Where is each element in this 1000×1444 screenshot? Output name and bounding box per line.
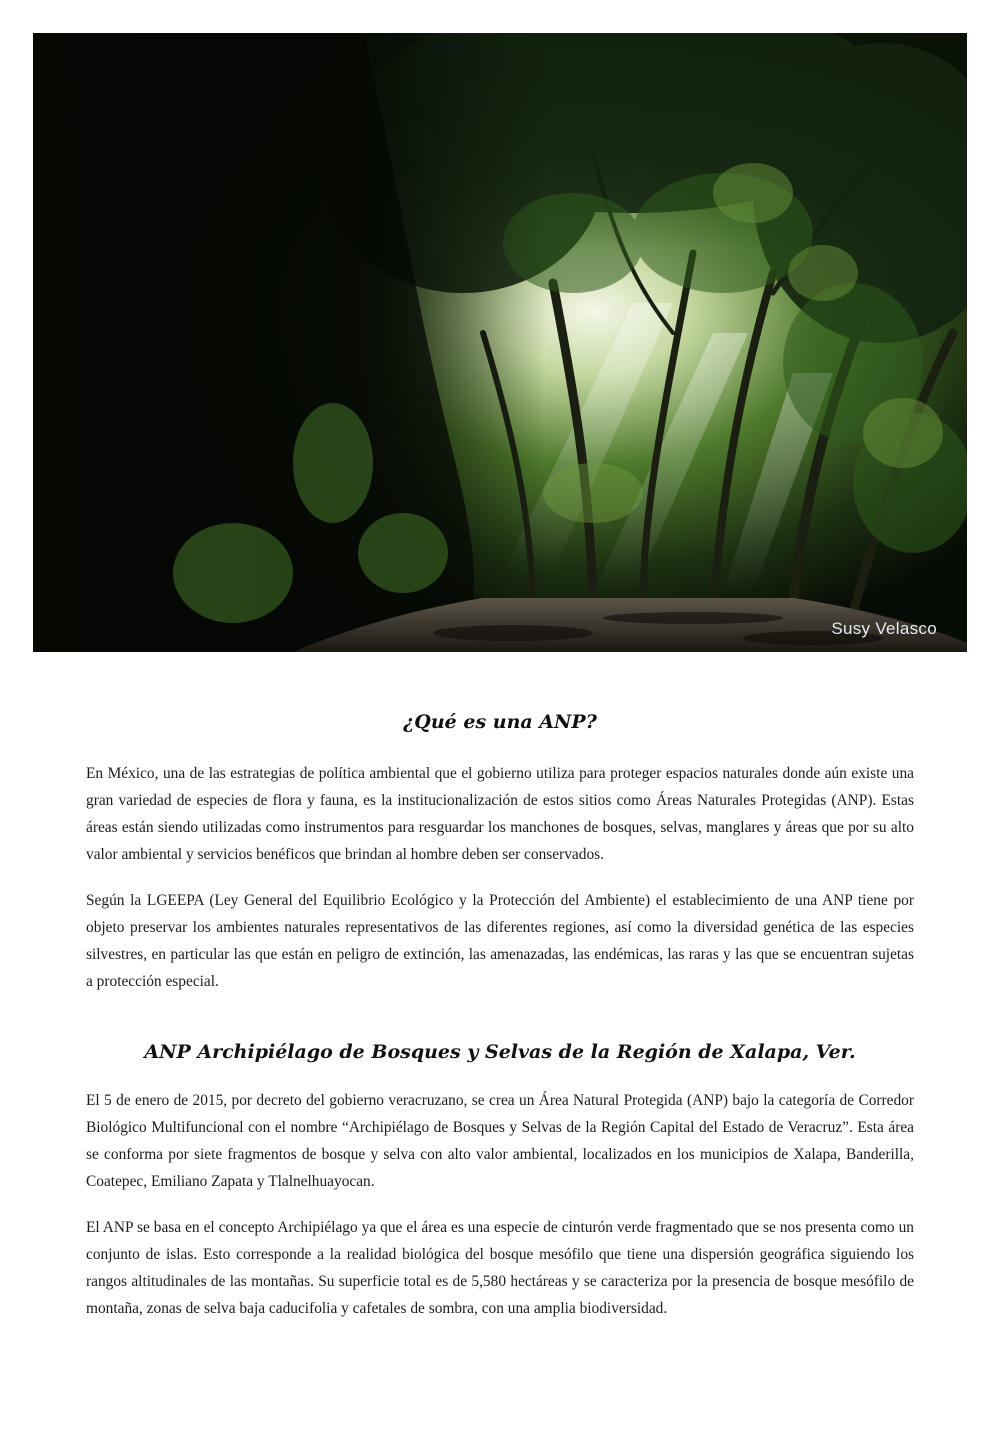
forest-path-illustration	[33, 33, 967, 652]
section-title-que-es-anp: ¿Qué es una ANP?	[403, 711, 597, 733]
forest-photo	[33, 33, 967, 652]
section-title-archipielago: ANP Archipiélago de Bosques y Selvas de la Región de Xalapa, Ver.	[144, 1041, 856, 1063]
paragraph-archipielago-concepto: El ANP se basa en el concepto Archipiélago ya que el área es una especie de cinturón verde fragmentado que se nos presenta como un conjunto de islas. Esto corresponde a la realidad biológica del bosque mesófilo que tiene una dispersión geográfica siguiendo los rangos altitudinales de las montañas. Su superficie total es de 5,580 hectáreas y se caracteriza por la presencia de bosque mesófilo de montaña, zonas de selva baja caducifolia y cafetales de sombra, con una amplia biodiversidad.	[86, 1219, 914, 1317]
photo-credit: Susy Velasco	[831, 619, 937, 638]
paragraph-decreto: El 5 de enero de 2015, por decreto del gobierno veracruzano, se crea un Área Natural Protegida (ANP) bajo la categoría de Corredor Biológico Multifuncional con el nombre “Archipiélago de Bosques y Selvas de la Región Capital del Estado de Veracruz”. Esta área se conforma por siete fragmentos de bosque y selva con alto valor ambiental, localizados en los municipios de Xalapa, Banderilla, Coatepec, Emiliano Zapata y Tlalnelhuayocan.	[86, 1092, 914, 1190]
paragraph-lgeepa: Según la LGEEPA (Ley General del Equilibrio Ecológico y la Protección del Ambiente) el establecimiento de una ANP tiene por objeto preservar los ambientes naturales representativos de las diferentes regiones, así como la diversidad genética de las especies silvestres, en particular las que están en peligro de extinción, las amenazadas, las endémicas, las raras y las que se encuentran sujetas a protección especial.	[86, 892, 914, 990]
paragraph-anp-definition: En México, una de las estrategias de política ambiental que el gobierno utiliza para proteger espacios naturales donde aún existe una gran variedad de especies de flora y fauna, es la institucionalización de estos sitios como Áreas Naturales Protegidas (ANP). Estas áreas están siendo utilizadas como instrumentos para resguardar los manchones de bosques, selvas, manglares y áreas que por su alto valor ambiental y servicios benéficos que brindan al hombre deben ser conservados.	[86, 765, 914, 863]
